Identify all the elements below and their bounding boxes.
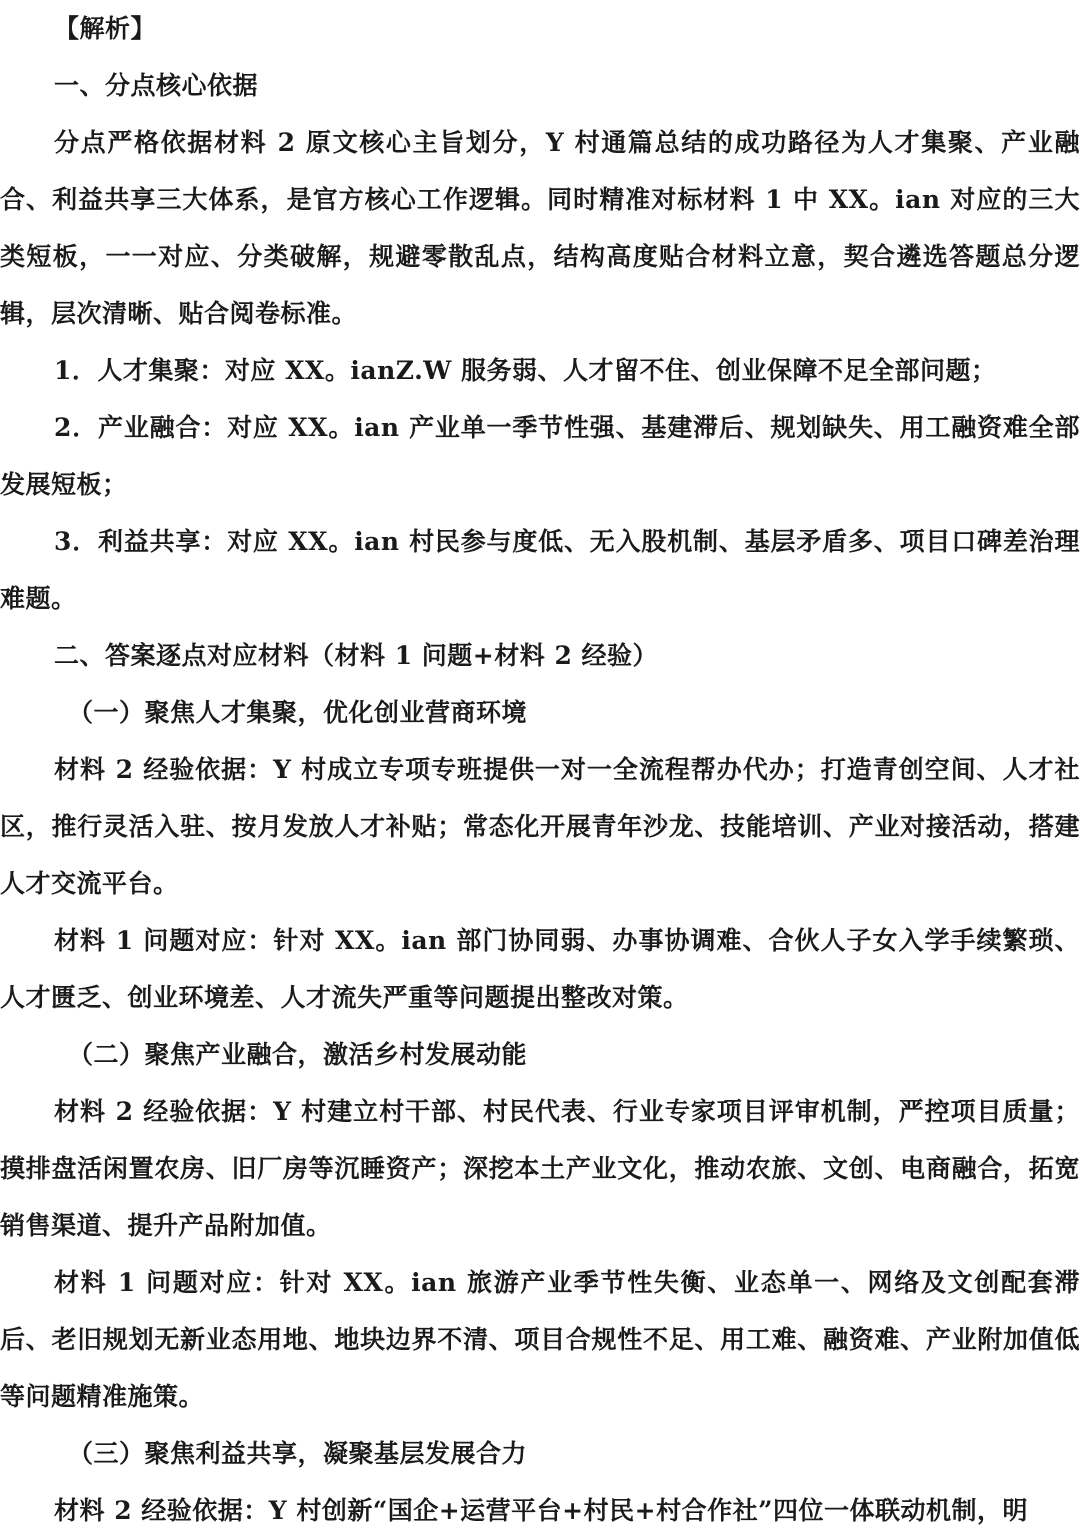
sub1-problem: 材料 1 问题对应：针对 XX。ian 部门协同弱、办事协调难、合伙人子女入学手续繁琐、人才匮乏、创业环境差、人才流失严重等问题提出整改对策。: [0, 926, 1080, 1012]
sub2-heading: （二）聚焦产业融合，激活乡村发展动能: [68, 1040, 528, 1069]
section1-intro: 分点严格依据材料 2 原文核心主旨划分，Y 村通篇总结的成功路径为人才集聚、产业融合、利益共享三大体系，是官方核心工作逻辑。同时精准对标材料 1 中 XX。ian 对应的三大类短板，一一对应、分类破解，规避零散乱点，结构高度贴合材料立意，契合遴选答题总分逻辑，层次清晰、贴合阅卷标准。: [0, 128, 1080, 328]
sub3-heading: （三）聚焦利益共享，凝聚基层发展合力: [68, 1439, 528, 1468]
sub2-basis: 材料 2 经验依据：Y 村建立村干部、村民代表、行业专家项目评审机制，严控项目质量；摸排盘活闲置农房、旧厂房等沉睡资产；深挖本土产业文化，推动农旅、文创、电商融合，拓宽销售渠道、提升产品附加值。: [0, 1097, 1080, 1240]
sub1-basis: 材料 2 经验依据：Y 村成立专项专班提供一对一全流程帮办代办；打造青创空间、人才社区，推行灵活入驻、按月发放人才补贴；常态化开展青年沙龙、技能培训、产业对接活动，搭建人才交流平台。: [0, 755, 1080, 898]
sub2-problem: 材料 1 问题对应：针对 XX。ian 旅游产业季节性失衡、业态单一、网络及文创配套滞后、老旧规划无新业态用地、地块边界不清、项目合规性不足、用工难、融资难、产业附加值低等问题精准施策。: [0, 1268, 1080, 1411]
sub1-heading: （一）聚焦人才集聚，优化创业营商环境: [68, 698, 528, 727]
sub3-basis: 材料 2 经验依据：Y 村创新“国企+运营平台+村民+村合作社”四位一体联动机制，明: [54, 1496, 1028, 1525]
doc-title: 【解析】: [54, 14, 157, 43]
section2-heading: 二、答案逐点对应材料（材料 1 问题+材料 2 经验）: [54, 641, 659, 670]
point-1: 1．人才集聚：对应 XX。ianZ.W 服务弱、人才留不住、创业保障不足全部问题；: [54, 356, 997, 385]
point-2: 2．产业融合：对应 XX。ian 产业单一季节性强、基建滞后、规划缺失、用工融资难全部发展短板；: [0, 413, 1080, 499]
section1-heading: 一、分点核心依据: [54, 71, 259, 100]
point-3: 3．利益共享：对应 XX。ian 村民参与度低、无入股机制、基层矛盾多、项目口碑差治理难题。: [0, 527, 1080, 613]
